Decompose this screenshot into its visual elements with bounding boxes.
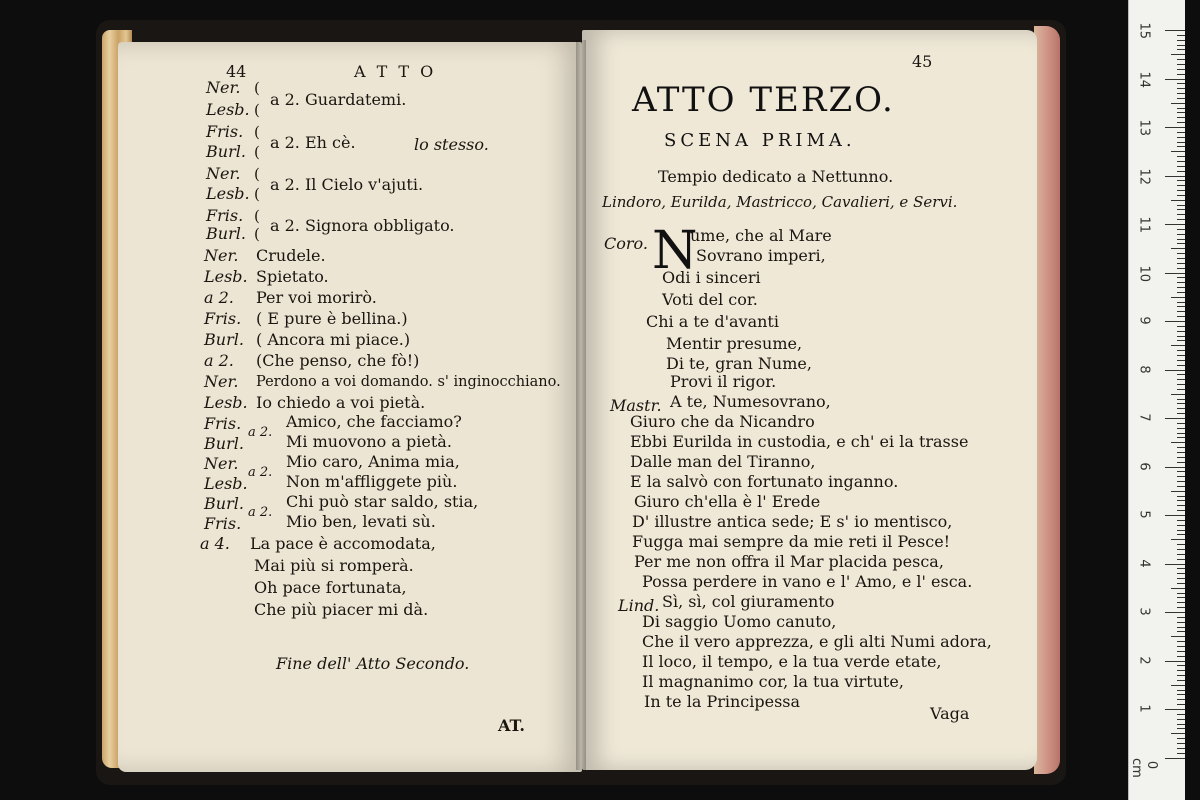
verse-line: Il magnanimo cor, la tua virtute, <box>642 672 904 691</box>
ruler-minor-tick <box>1177 122 1185 123</box>
verse-line: A te, Numesovrano, <box>670 392 831 411</box>
ruler-minor-tick <box>1177 399 1185 400</box>
bracket: ( <box>254 101 260 119</box>
ruler-minor-tick <box>1177 602 1185 603</box>
ruler-minor-tick <box>1177 137 1185 138</box>
bracket: ( <box>254 165 260 183</box>
bracket: ( <box>254 79 260 97</box>
right-page-number: 45 <box>912 52 933 71</box>
ruler-minor-tick <box>1177 433 1185 434</box>
ruler-minor-tick <box>1177 83 1185 84</box>
verse-line: Mai più si romperà. <box>254 556 414 575</box>
speaker-label: Fris. <box>204 309 242 328</box>
speaker-label: Burl. <box>204 330 244 349</box>
ruler-minor-tick <box>1177 98 1185 99</box>
ruler-minor-tick <box>1177 243 1185 244</box>
ruler-minor-tick <box>1177 481 1185 482</box>
verse-line: Fugga mai sempre da mie reti il Pesce! <box>632 532 951 551</box>
speaker-label: Fris. <box>204 414 242 433</box>
ruler-minor-tick <box>1177 665 1185 666</box>
ruler-minor-tick <box>1177 617 1185 618</box>
ruler-minor-tick <box>1177 607 1185 608</box>
ruler-minor-tick <box>1177 704 1185 705</box>
ruler-minor-tick <box>1177 675 1185 676</box>
ruler-minor-tick <box>1177 699 1185 700</box>
ruler-label: 15 <box>1136 22 1152 40</box>
verse-line: ( E pure è bellina.) <box>256 309 408 328</box>
ruler-minor-tick <box>1177 568 1185 569</box>
ruler-major-tick <box>1165 273 1185 274</box>
verse-line: La pace è accomodata, <box>250 534 436 553</box>
ruler-minor-tick <box>1177 549 1185 550</box>
verse-line: Amico, che facciamo? <box>286 412 462 431</box>
verse-line: Che più piacer mi dà. <box>254 600 429 619</box>
scene-heading: SCENA PRIMA. <box>664 130 856 151</box>
verse-line: Spietato. <box>256 267 329 286</box>
ruler-minor-tick <box>1177 597 1185 598</box>
speaker-label: Fris. <box>206 206 244 225</box>
verse-line: (Che penso, che fò!) <box>256 351 420 370</box>
verse-line: Per voi morirò. <box>256 288 377 307</box>
ruler-label: 13 <box>1136 119 1152 137</box>
bracket: ( <box>254 225 260 243</box>
ruler-minor-tick <box>1177 384 1185 385</box>
ruler-major-tick <box>1165 79 1185 80</box>
ruler-minor-tick <box>1177 627 1185 628</box>
ruler-minor-tick <box>1177 680 1185 681</box>
speaker-label: Coro. <box>604 234 648 253</box>
ruler-label: 4 <box>1136 558 1152 568</box>
ruler-label: 7 <box>1136 413 1152 422</box>
ruler-label: 9 <box>1136 316 1152 325</box>
ruler-minor-tick <box>1177 423 1185 424</box>
ruler-minor-tick <box>1177 646 1185 647</box>
ruler-minor-tick <box>1171 442 1185 443</box>
verse-line: Giuro che da Nicandro <box>630 412 815 431</box>
speaker-label: Lesb. <box>204 267 248 286</box>
ruler-label: 1 <box>1136 704 1152 713</box>
ruler-minor-tick <box>1177 69 1185 70</box>
verse-line: Chi a te d'avanti <box>646 312 779 331</box>
ruler-minor-tick <box>1177 108 1185 109</box>
left-running-head: A T T O <box>354 62 437 81</box>
ruler-minor-tick <box>1177 93 1185 94</box>
ruler-minor-tick <box>1177 486 1185 487</box>
ruler-minor-tick <box>1177 447 1185 448</box>
speaker-label: Lesb. <box>204 393 248 412</box>
ruler-minor-tick <box>1177 573 1185 574</box>
speaker-label: Burl. <box>206 224 246 243</box>
ruler-minor-tick <box>1177 166 1185 167</box>
verse-line: ( Ancora mi piace.) <box>256 330 411 349</box>
verse-line: a 2. Guardatemi. <box>270 90 407 109</box>
verse-line: E la salvò con fortunato inganno. <box>630 472 899 491</box>
ruler-minor-tick <box>1177 471 1185 472</box>
ruler-minor-tick <box>1171 248 1185 249</box>
a2-mark: a 2. <box>248 425 273 440</box>
ruler-minor-tick <box>1177 559 1185 560</box>
ruler-minor-tick <box>1177 738 1185 739</box>
verse-line: Sovrano imperi, <box>696 246 826 265</box>
ruler-minor-tick <box>1177 142 1185 143</box>
bracket: ( <box>254 207 260 225</box>
left-catchword: AT. <box>498 716 525 735</box>
ruler-minor-tick <box>1177 743 1185 744</box>
ruler-minor-tick <box>1177 190 1185 191</box>
verse-line: Odi i sinceri <box>662 268 761 287</box>
ruler-major-tick <box>1165 370 1185 371</box>
ruler-minor-tick <box>1177 59 1185 60</box>
speaker-label: Ner. <box>206 164 241 183</box>
ruler-minor-tick <box>1177 374 1185 375</box>
ruler-minor-tick <box>1177 205 1185 206</box>
drop-cap: N <box>652 221 698 281</box>
verse-line: In te la Principessa <box>644 692 801 711</box>
ruler-minor-tick <box>1177 694 1185 695</box>
act-title: ATTO TERZO. <box>632 80 895 120</box>
ruler-minor-tick <box>1171 685 1185 686</box>
speaker-label: Lind. <box>618 596 660 615</box>
ruler-major-tick <box>1165 758 1185 759</box>
ruler-minor-tick <box>1177 88 1185 89</box>
verse-line: Il loco, il tempo, e la tua verde etate, <box>642 652 942 671</box>
ruler-minor-tick <box>1177 428 1185 429</box>
ruler-minor-tick <box>1177 35 1185 36</box>
verse-line: Io chiedo a voi pietà. <box>256 393 426 412</box>
ruler-minor-tick <box>1177 185 1185 186</box>
ruler-minor-tick <box>1177 253 1185 254</box>
ruler-label: 0 cm <box>1129 757 1159 778</box>
ruler-minor-tick <box>1177 534 1185 535</box>
ruler-minor-tick <box>1171 297 1185 298</box>
ruler-minor-tick <box>1177 670 1185 671</box>
ruler-minor-tick <box>1177 64 1185 65</box>
ruler-minor-tick <box>1171 54 1185 55</box>
ruler-minor-tick <box>1171 151 1185 152</box>
verse-line: Provi il rigor. <box>670 372 777 391</box>
ruler-major-tick <box>1165 418 1185 419</box>
verse-line: a 2. Eh cè. <box>270 133 356 152</box>
speaker-label: Burl. <box>204 434 244 453</box>
left-page-number: 44 <box>226 62 247 81</box>
ruler-label: 5 <box>1136 510 1152 519</box>
ruler-label: 6 <box>1136 461 1152 471</box>
ruler-label: 2 <box>1136 655 1152 665</box>
ruler-major-tick <box>1165 564 1185 565</box>
ruler-minor-tick <box>1177 132 1185 133</box>
ruler-minor-tick <box>1177 714 1185 715</box>
speaker-label: a 4. <box>200 534 230 553</box>
ruler-minor-tick <box>1177 214 1185 215</box>
ruler-minor-tick <box>1177 268 1185 269</box>
ruler-minor-tick <box>1171 103 1185 104</box>
verse-line: a 2. Signora obbligato. <box>270 216 455 235</box>
ruler-major-tick <box>1165 224 1185 225</box>
speaker-label: a 2. <box>204 288 234 307</box>
ruler-minor-tick <box>1177 161 1185 162</box>
ruler-label: 10 <box>1136 265 1152 282</box>
ruler-minor-tick <box>1177 719 1185 720</box>
ruler-major-tick <box>1165 176 1185 177</box>
speaker-label: Ner. <box>204 454 239 473</box>
ruler-minor-tick <box>1171 394 1185 395</box>
act-closing-line: Fine dell' Atto Secondo. <box>276 654 470 673</box>
ruler-minor-tick <box>1177 258 1185 259</box>
ruler-minor-tick <box>1177 403 1185 404</box>
verse-line: Ebbi Eurilda in custodia, e ch' ei la trasse <box>630 432 969 451</box>
ruler-major-tick <box>1165 321 1185 322</box>
verse-line: Per me non offra il Mar placida pesca, <box>634 552 944 571</box>
ruler-minor-tick <box>1177 500 1185 501</box>
verse-line: Non m'affliggete più. <box>286 472 458 491</box>
speaker-label: Lesb. <box>206 100 250 119</box>
ruler-minor-tick <box>1177 112 1185 113</box>
verse-line: Crudele. <box>256 246 326 265</box>
ruler-minor-tick <box>1177 413 1185 414</box>
ruler-minor-tick <box>1177 379 1185 380</box>
speaker-label: Ner. <box>204 372 239 391</box>
ruler-minor-tick <box>1177 651 1185 652</box>
ruler-minor-tick <box>1177 234 1185 235</box>
ruler-minor-tick <box>1177 365 1185 366</box>
ruler-minor-tick <box>1177 263 1185 264</box>
ruler-minor-tick <box>1177 593 1185 594</box>
speaker-label: a 2. <box>204 351 234 370</box>
ruler-minor-tick <box>1177 311 1185 312</box>
speaker-label: Lesb. <box>206 184 250 203</box>
ruler-major-tick <box>1165 515 1185 516</box>
speaker-label: Burl. <box>206 142 246 161</box>
speaker-label: Ner. <box>204 246 239 265</box>
ruler-minor-tick <box>1177 753 1185 754</box>
ruler-minor-tick <box>1171 588 1185 589</box>
ruler-minor-tick <box>1177 457 1185 458</box>
ruler-minor-tick <box>1177 476 1185 477</box>
ruler-minor-tick <box>1177 219 1185 220</box>
speaker-label: Fris. <box>206 122 244 141</box>
ruler-major-tick <box>1165 661 1185 662</box>
a2-mark: a 2. <box>248 465 273 480</box>
speaker-label: Burl. <box>204 494 244 513</box>
ruler-minor-tick <box>1177 622 1185 623</box>
verse-line: Giuro ch'ella è l' Erede <box>634 492 821 511</box>
ruler-minor-tick <box>1177 229 1185 230</box>
speaker-label: Mastr. <box>610 396 662 415</box>
ruler-minor-tick <box>1177 40 1185 41</box>
verse-line: Perdono a voi domando. s' inginocchiano. <box>256 374 561 390</box>
speaker-label: Lesb. <box>204 474 248 493</box>
ruler-minor-tick <box>1177 277 1185 278</box>
measurement-ruler <box>1128 0 1185 800</box>
verse-line: Di te, gran Nume, <box>666 354 812 373</box>
stage-direction: lo stesso. <box>414 135 489 154</box>
ruler-minor-tick <box>1177 748 1185 749</box>
ruler-minor-tick <box>1177 544 1185 545</box>
ruler-major-tick <box>1165 127 1185 128</box>
ruler-minor-tick <box>1177 180 1185 181</box>
ruler-major-tick <box>1165 30 1185 31</box>
ruler-minor-tick <box>1177 306 1185 307</box>
ruler-minor-tick <box>1177 336 1185 337</box>
ruler-minor-tick <box>1177 520 1185 521</box>
ruler-minor-tick <box>1177 408 1185 409</box>
ruler-minor-tick <box>1177 496 1185 497</box>
verse-line: Chi può star saldo, stia, <box>286 492 479 511</box>
ruler-minor-tick <box>1177 355 1185 356</box>
ruler-minor-tick <box>1177 331 1185 332</box>
ruler-minor-tick <box>1177 724 1185 725</box>
verse-line: ume, che al Mare <box>690 226 832 245</box>
ruler-minor-tick <box>1177 583 1185 584</box>
left-dialogue <box>200 246 580 619</box>
ruler-minor-tick <box>1177 728 1185 729</box>
bracket: ( <box>254 143 260 161</box>
ruler-minor-tick <box>1177 49 1185 50</box>
ruler-label: 11 <box>1136 216 1152 234</box>
right-catchword: Vaga <box>930 704 970 723</box>
ruler-minor-tick <box>1171 733 1185 734</box>
verse-line: Mi muovono a pietà. <box>286 432 452 451</box>
verse-line: Possa perdere in vano e l' Amo, e l' esca. <box>642 572 973 591</box>
ruler-minor-tick <box>1177 156 1185 157</box>
bracket: ( <box>254 123 260 141</box>
ruler-minor-tick <box>1177 578 1185 579</box>
ruler-minor-tick <box>1177 326 1185 327</box>
scene-setting: Tempio dedicato a Nettunno. <box>658 167 894 186</box>
ruler-minor-tick <box>1171 539 1185 540</box>
verse-line: Voti del cor. <box>662 290 758 309</box>
ruler-minor-tick <box>1177 74 1185 75</box>
ruler-major-tick <box>1165 467 1185 468</box>
ruler-minor-tick <box>1177 437 1185 438</box>
ruler-minor-tick <box>1177 340 1185 341</box>
verse-line: a 2. Il Cielo v'ajuti. <box>270 175 424 194</box>
ruler-minor-tick <box>1177 287 1185 288</box>
ruler-minor-tick <box>1171 491 1185 492</box>
ruler-minor-tick <box>1177 360 1185 361</box>
ruler-minor-tick <box>1177 45 1185 46</box>
ruler-minor-tick <box>1177 641 1185 642</box>
ruler-minor-tick <box>1177 389 1185 390</box>
ruler-minor-tick <box>1177 505 1185 506</box>
a2-mark: a 2. <box>248 505 273 520</box>
ruler-minor-tick <box>1177 195 1185 196</box>
ruler-minor-tick <box>1177 209 1185 210</box>
ruler-minor-tick <box>1171 636 1185 637</box>
verse-line: Di saggio Uomo canuto, <box>642 612 837 631</box>
verse-line: Mio caro, Anima mia, <box>286 452 460 471</box>
bracket: ( <box>254 185 260 203</box>
ruler-major-tick <box>1165 709 1185 710</box>
ruler-minor-tick <box>1171 345 1185 346</box>
ruler-minor-tick <box>1177 282 1185 283</box>
ruler-minor-tick <box>1177 525 1185 526</box>
ruler-minor-tick <box>1177 530 1185 531</box>
ruler-minor-tick <box>1177 146 1185 147</box>
ruler-major-tick <box>1165 612 1185 613</box>
ruler-minor-tick <box>1177 302 1185 303</box>
characters-line: Lindoro, Eurilda, Mastricco, Cavalieri, e Servi. <box>602 193 958 211</box>
verse-line: D' illustre antica sede; E s' io mentisco, <box>632 512 953 531</box>
ruler-label: 3 <box>1136 607 1152 616</box>
ruler-label: 12 <box>1136 168 1152 185</box>
verse-line: Che il vero apprezza, e gli alti Numi adora, <box>642 632 992 651</box>
ruler-minor-tick <box>1177 239 1185 240</box>
ruler-minor-tick <box>1177 171 1185 172</box>
ruler-minor-tick <box>1177 316 1185 317</box>
verse-line: Dalle man del Tiranno, <box>630 452 816 471</box>
verse-line: Oh pace fortunata, <box>254 578 407 597</box>
ruler-minor-tick <box>1171 200 1185 201</box>
verse-line: Mio ben, levati sù. <box>286 512 436 531</box>
speaker-label: Fris. <box>204 514 242 533</box>
ruler-minor-tick <box>1177 350 1185 351</box>
right-page-edges <box>1034 26 1060 774</box>
ruler-minor-tick <box>1177 554 1185 555</box>
speaker-label: Ner. <box>206 78 241 97</box>
ruler-label: 14 <box>1136 71 1152 88</box>
ruler-minor-tick <box>1177 656 1185 657</box>
ruler-minor-tick <box>1177 631 1185 632</box>
verse-line: Mentir presume, <box>666 334 803 353</box>
ruler-minor-tick <box>1177 117 1185 118</box>
ruler-label: 8 <box>1136 364 1152 374</box>
verse-line: Sì, sì, col giuramento <box>662 592 835 611</box>
ruler-minor-tick <box>1177 452 1185 453</box>
ruler-minor-tick <box>1177 510 1185 511</box>
ruler-minor-tick <box>1177 292 1185 293</box>
ruler-minor-tick <box>1177 462 1185 463</box>
ruler-minor-tick <box>1177 690 1185 691</box>
